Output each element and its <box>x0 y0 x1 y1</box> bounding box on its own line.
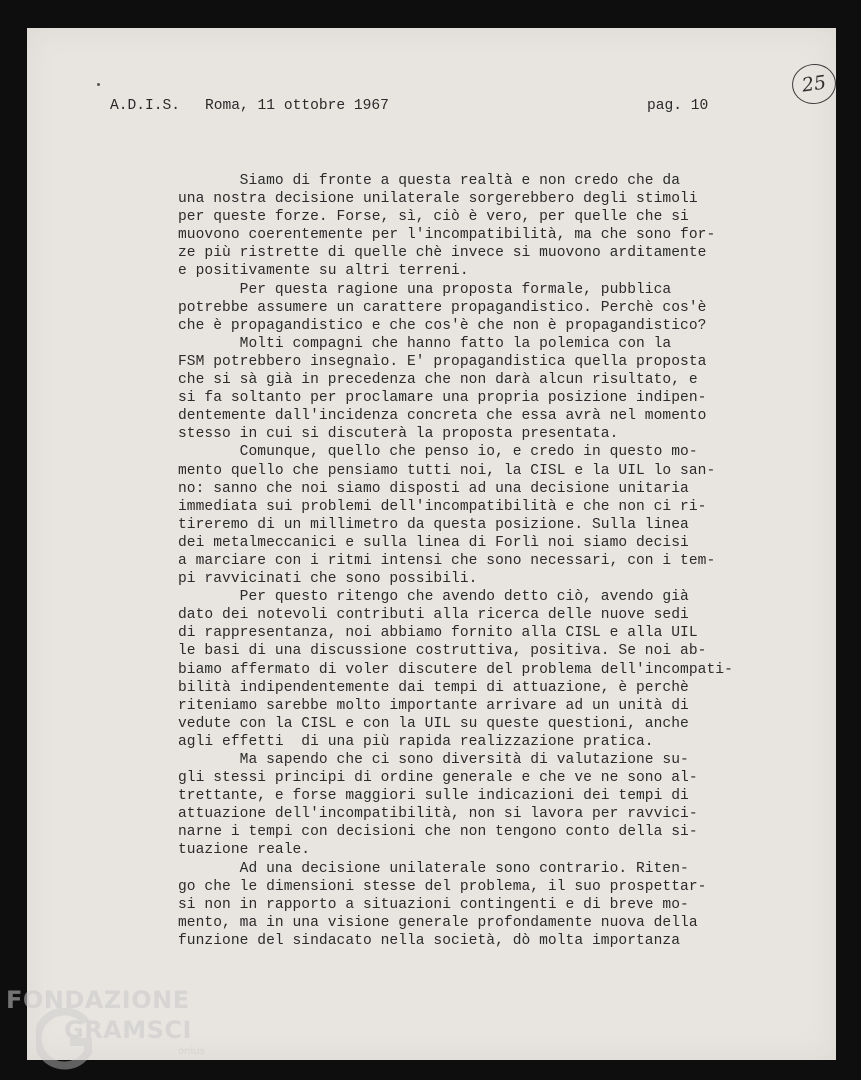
typewritten-body <box>178 172 798 950</box>
watermark-line-2: GRAMSCI <box>64 1016 192 1044</box>
text-line: Siamo di fronte a questa realtà e non credo che da <box>178 173 681 189</box>
text-line: FSM potrebbero insegnaìo. E' propagandistica quella proposta <box>178 353 707 370</box>
text-line: Per questo ritengo che avendo detto ciò, avendo già <box>178 589 689 606</box>
page-number: pag. 10 <box>647 98 709 114</box>
text-line: potrebbe assumere un carattere propagandistico. Perchè cos'è <box>178 299 707 316</box>
text-line: e positivamente su altri terreni. <box>178 263 469 280</box>
text-line: vedute con la CISL e con la UIL su queste questioni, anche <box>178 715 689 732</box>
text-line: Comunque, quello che penso io, e credo in questo mo- <box>178 444 698 461</box>
text-line: Molti compagni che hanno fatto la polemica con la <box>178 335 672 352</box>
text-line: agli effetti di una più rapida realizzazione pratica. <box>178 733 654 750</box>
text-line: immediata sui problemi dell'incompatibilità e che non ci ri- <box>178 498 707 515</box>
text-line: Per questa ragione una proposta formale, pubblica <box>178 281 672 298</box>
document-header <box>110 98 730 178</box>
text-line: bilità indipendentemente dai tempi di attuazione, è perchè <box>178 679 689 696</box>
text-line: tireremo di un millimetro da questa posizione. Sulla linea <box>178 516 689 533</box>
text-line: si non in rapporto a situazioni contingenti e di breve mo- <box>178 896 689 913</box>
text-line: si fa soltanto per proclamare una propria posizione indipen- <box>178 390 707 407</box>
watermark-line-3: onlus <box>178 1046 205 1057</box>
text-line: dei metalmeccanici e sulla linea di Forlì noi siamo decisi <box>178 534 689 551</box>
text-line: pi ravvicinati che sono possibili. <box>178 571 478 588</box>
fondazione-gramsci-watermark <box>6 986 236 1076</box>
text-line: le basi di una discussione costruttiva, positiva. Se noi ab- <box>178 643 707 660</box>
text-line: di rappresentanza, noi abbiamo fornito alla CISL e alla UIL <box>178 625 698 642</box>
folio-number: 25 <box>789 61 838 107</box>
organization-label: A.D.I.S. <box>110 98 181 114</box>
text-line: attuazione dell'incompatibilità, non si lavora per ravvici- <box>178 806 698 823</box>
text-line: una nostra decisione unilaterale sorgerebbero degli stimoli <box>178 191 698 208</box>
text-line: tuazione reale. <box>178 842 311 859</box>
text-line: narne i tempi con decisioni che non tengono conto della si- <box>178 824 698 841</box>
text-line: che è propagandistico e che cos'è che non è propagandistico? <box>178 317 707 334</box>
text-line: gli stessi principi di ordine generale e che ve ne sono al- <box>178 770 698 787</box>
text-line: ze più ristrette di quelle chè invece si muovono arditamente <box>178 245 707 262</box>
text-line: biamo affermato di voler discutere del problema dell'incompati- <box>178 661 733 678</box>
text-line: Ad una decisione unilaterale sono contrario. Riten- <box>178 860 689 877</box>
text-line: Ma sapendo che ci sono diversità di valutazione su- <box>178 752 689 768</box>
text-line: mento quello che pensiamo tutti noi, la CISL e la UIL lo san- <box>178 462 716 479</box>
text-line: dato dei notevoli contributi alla ricerca delle nuove sedi <box>178 607 689 624</box>
place-date: Roma, 11 ottobre 1967 <box>205 98 389 114</box>
text-line: dentemente dall'incidenza concreta che essa avrà nel momento <box>178 408 707 425</box>
text-line: trettante, e forse maggiori sulle indicazioni dei tempi di <box>178 788 689 805</box>
paper-speck <box>97 83 100 86</box>
text-line: funzione del sindacato nella società, dò molta importanza <box>178 932 681 949</box>
text-line: no: sanno che noi siamo disposti ad una decisione unitaria <box>178 480 689 497</box>
text-line: stesso in cui si discuterà la proposta presentata. <box>178 426 619 443</box>
text-line: go che le dimensioni stesse del problema, il suo prospettar- <box>178 878 707 895</box>
text-line: mento, ma in una visione generale profondamente nuova della <box>178 914 698 931</box>
text-line: che si sà già in precedenza che non darà alcun risultato, e <box>178 372 698 389</box>
watermark-line-1: FONDAZIONE <box>6 986 190 1014</box>
text-line: riteniamo sarebbe molto importante arrivare ad un unità di <box>178 697 689 714</box>
text-line: per queste forze. Forse, sì, ciò è vero, per quelle che si <box>178 209 689 226</box>
text-line: a marciare con i ritmi intensi che sono necessari, con i tem- <box>178 552 716 569</box>
text-line: muovono coerentemente per l'incompatibilità, ma che sono for- <box>178 227 716 244</box>
